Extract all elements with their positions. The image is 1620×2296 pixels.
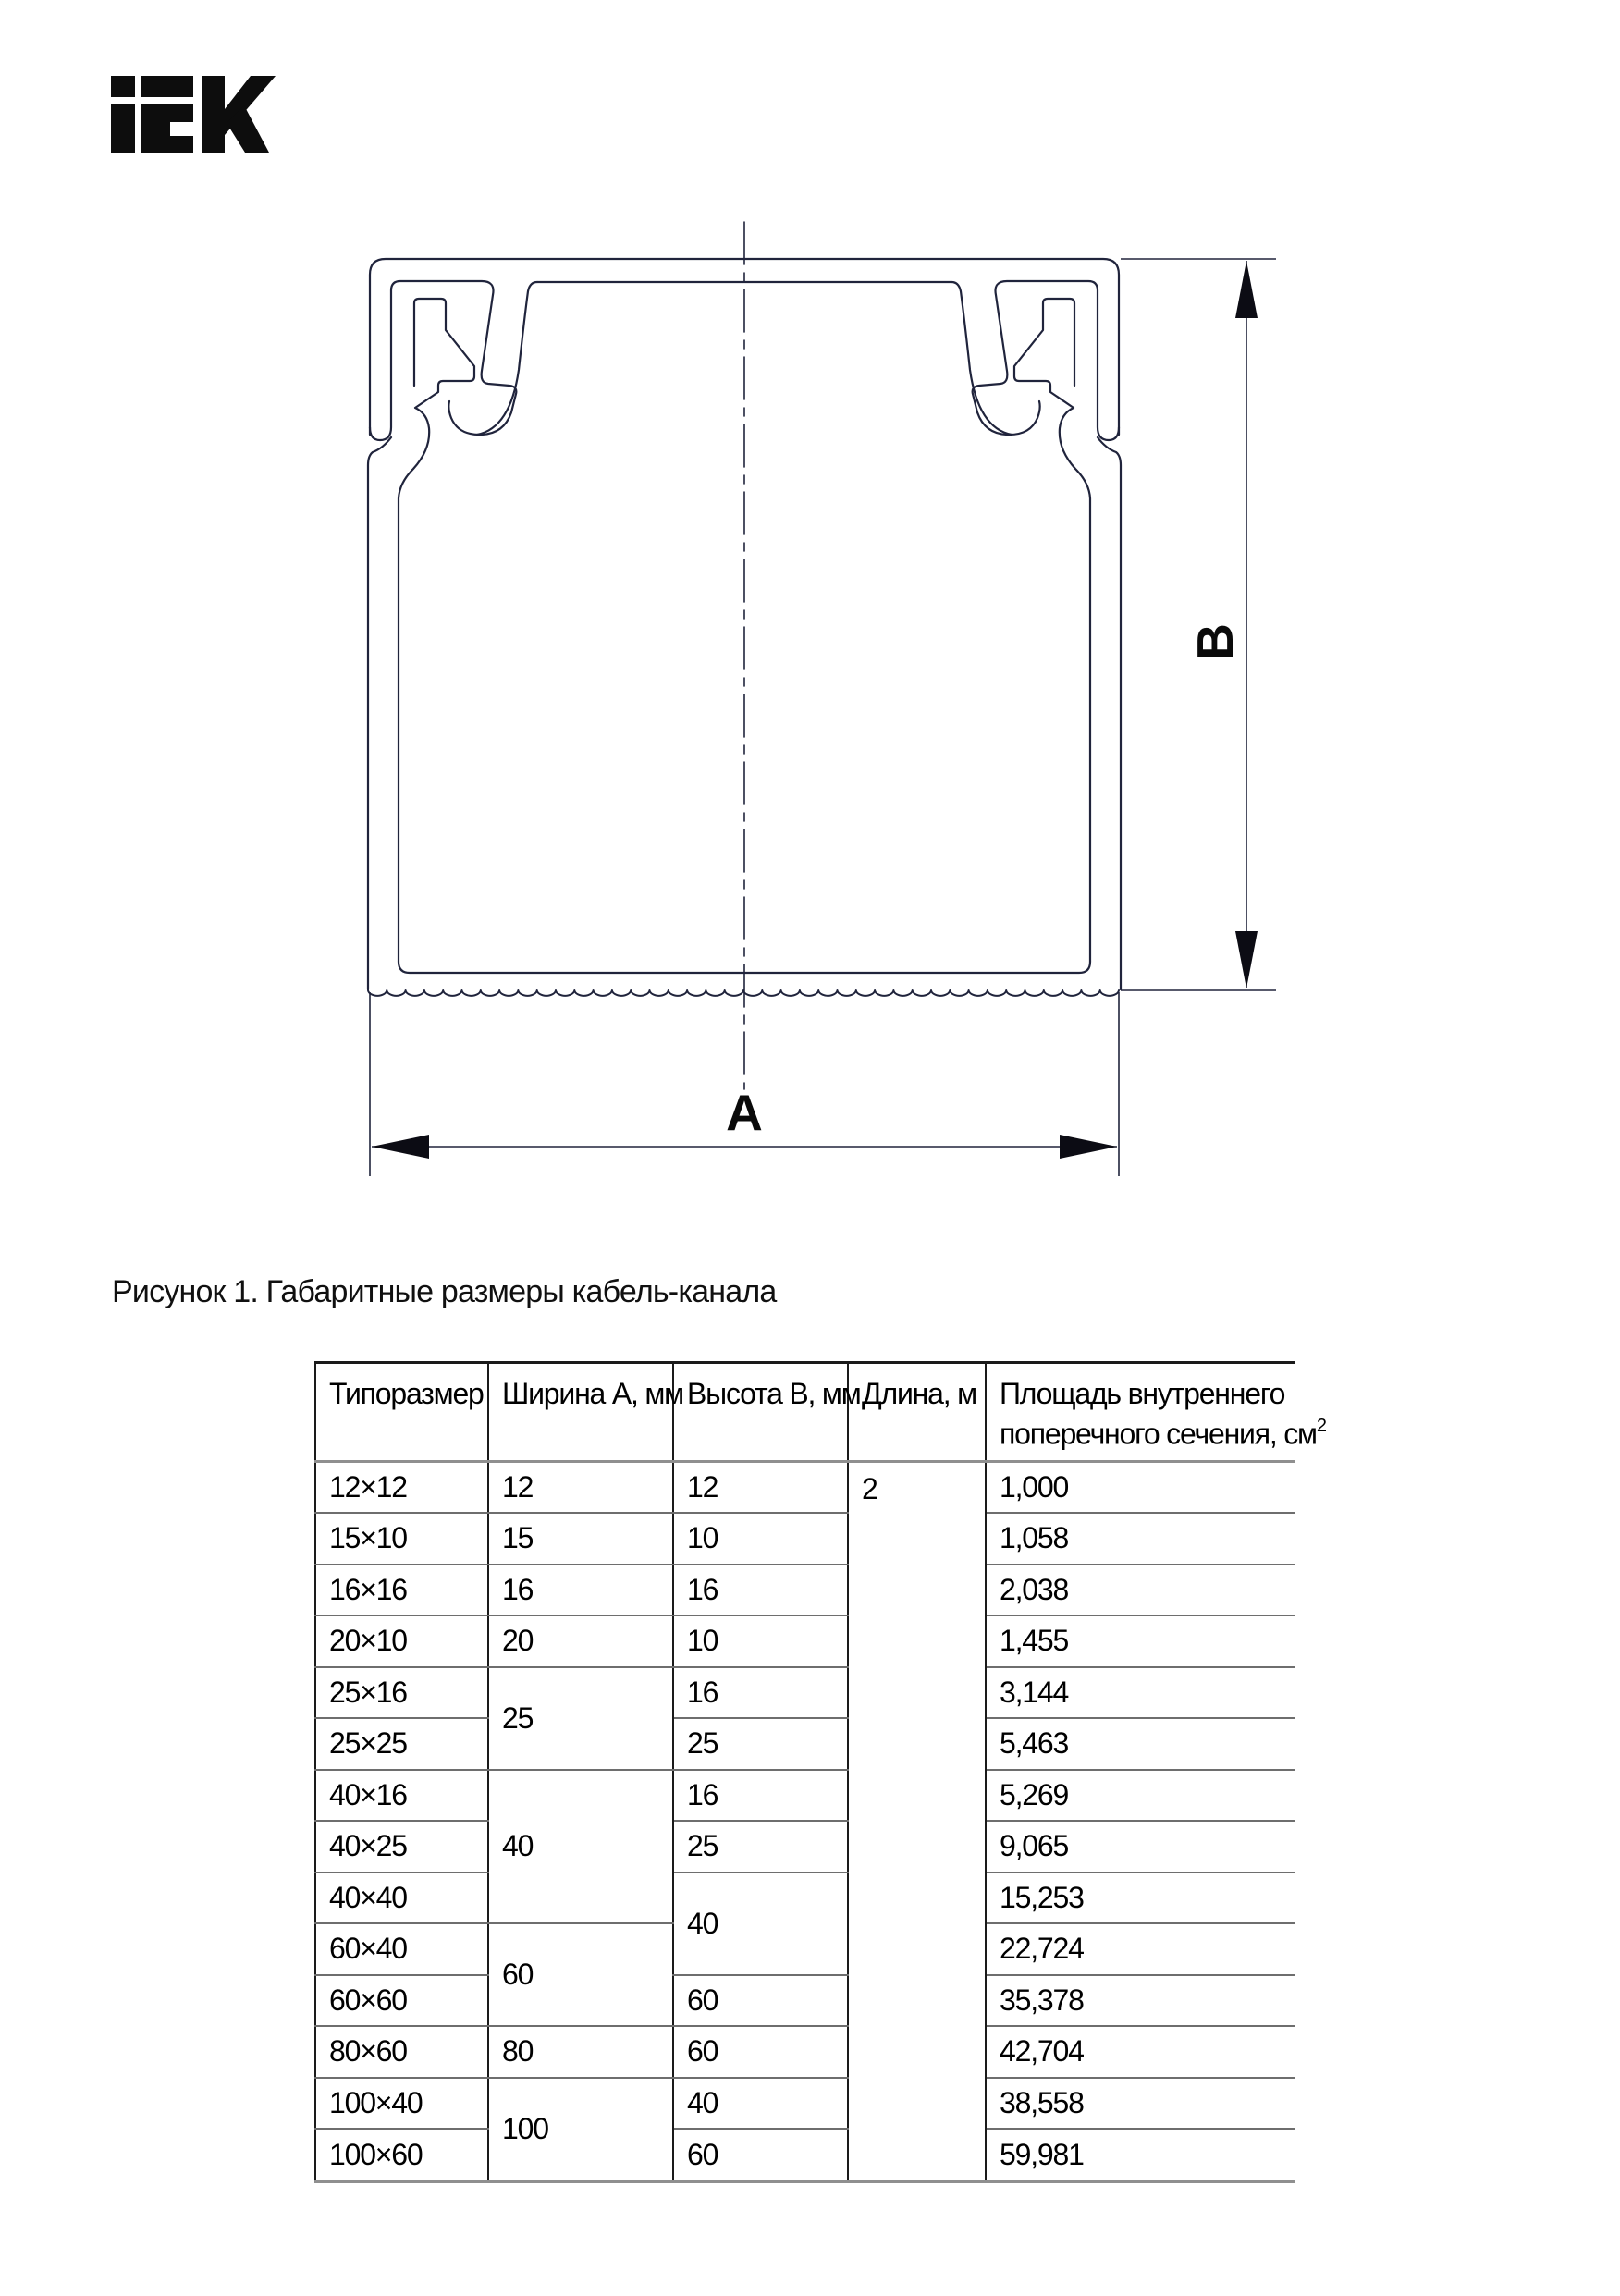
cell-area: 59,981 <box>1000 2137 1084 2171</box>
cell-size: 40×25 <box>315 1821 488 1872</box>
channel-profile <box>368 222 1121 1089</box>
cell-length: 2 <box>848 1462 986 2180</box>
cell-height: 40 <box>673 1872 848 1975</box>
cell-size: 100×60 <box>315 2129 488 2180</box>
cell-size: 15×10 <box>315 1513 488 1565</box>
iek-logo <box>111 76 276 153</box>
cell-height: 10 <box>673 1513 848 1565</box>
cell-area: 2,038 <box>986 1565 1295 1616</box>
cell-area: 38,558 <box>986 2078 1295 2130</box>
cell-height: 25 <box>673 1718 848 1770</box>
dimension-a <box>370 992 1119 1176</box>
profile-outer <box>370 259 1119 435</box>
sizes-table-wrap <box>314 1361 1327 2183</box>
latch-detail-left <box>368 281 537 989</box>
latch-detail-right <box>951 281 1121 989</box>
table-row <box>315 1718 1295 1770</box>
arrowhead-bottom <box>1235 931 1258 988</box>
cell-height: 40 <box>673 2078 848 2130</box>
table-row <box>315 1821 1295 1872</box>
cell-height: 25 <box>673 1821 848 1872</box>
cell-height: 60 <box>673 2129 848 2180</box>
cell-height: 16 <box>673 1667 848 1719</box>
area-header-line2: поперечного сечения, см <box>1000 1417 1317 1451</box>
table-row <box>315 2026 1295 2078</box>
cell-area: 5,463 <box>986 1718 1295 1770</box>
profile-inner-bottom <box>399 962 1090 973</box>
cell-size: 60×40 <box>315 1923 488 1975</box>
table-row <box>315 1975 1295 2027</box>
cell-size: 40×16 <box>315 1770 488 1822</box>
cell-size: 12×12 <box>315 1462 488 1514</box>
table-row <box>315 2078 1295 2130</box>
cell-width: 100 <box>488 2078 673 2180</box>
area-header-sup: 2 <box>1316 1416 1327 1436</box>
cell-area: 35,378 <box>986 1975 1295 2027</box>
cell-width: 15 <box>488 1513 673 1565</box>
cell-width: 60 <box>488 1923 673 2026</box>
column-header-width: Ширина А, мм <box>488 1363 673 1462</box>
cell-width: 12 <box>488 1462 673 1514</box>
header-row <box>315 1363 1295 1462</box>
cell-height: 60 <box>673 1975 848 2027</box>
cell-size: 40×40 <box>315 1872 488 1924</box>
arrowhead-top <box>1235 261 1258 318</box>
cell-height: 10 <box>673 1615 848 1667</box>
cell-area: 22,724 <box>986 1923 1295 1975</box>
cell-area: 1,455 <box>986 1615 1295 1667</box>
cell-area: 5,269 <box>986 1770 1295 1822</box>
figure-caption: Рисунок 1. Габаритные размеры кабель-канала <box>112 1274 777 1309</box>
table-row <box>315 1513 1295 1565</box>
column-header-height: Высота В, мм <box>673 1363 848 1462</box>
cell-size: 20×10 <box>315 1615 488 1667</box>
table-row <box>315 1872 1295 1924</box>
table-row <box>315 2129 1295 2180</box>
column-header-length: Длина, м <box>848 1363 986 1462</box>
cell-area: 15,253 <box>986 1872 1295 1924</box>
cell-width: 20 <box>488 1615 673 1667</box>
cell-size: 80×60 <box>315 2026 488 2078</box>
cell-width: 40 <box>488 1770 673 1924</box>
cell-size: 16×16 <box>315 1565 488 1616</box>
table-row <box>315 1565 1295 1616</box>
cell-size: 25×25 <box>315 1718 488 1770</box>
cell-size: 60×60 <box>315 1975 488 2027</box>
cell-area: 9,065 <box>986 1821 1295 1872</box>
cell-size: 25×16 <box>315 1667 488 1719</box>
cell-width: 16 <box>488 1565 673 1616</box>
table-row <box>315 1615 1295 1667</box>
cell-height: 16 <box>673 1565 848 1616</box>
cell-height: 60 <box>673 2026 848 2078</box>
cell-area: 42,704 <box>986 2026 1295 2078</box>
arrowhead-left <box>372 1135 429 1159</box>
cell-area: 3,144 <box>986 1667 1295 1719</box>
cell-width: 80 <box>488 2026 673 2078</box>
cell-width: 25 <box>488 1667 673 1770</box>
table-row <box>315 1667 1295 1719</box>
serrated-bottom-edge <box>368 990 1119 996</box>
table-row <box>315 1770 1295 1822</box>
dim-label-b: B <box>1186 623 1244 660</box>
column-header-area <box>986 1363 1327 1462</box>
area-header-line1: Площадь внутреннего <box>1000 1377 1285 1410</box>
cell-height: 12 <box>673 1462 848 1514</box>
sizes-table <box>314 1361 1327 2180</box>
table-row <box>315 1462 1295 1514</box>
cell-area: 1,000 <box>986 1462 1295 1514</box>
dim-label-a: A <box>726 1084 763 1141</box>
column-header-size: Типоразмер <box>315 1363 488 1462</box>
cell-size: 100×40 <box>315 2078 488 2130</box>
cell-height: 16 <box>673 1770 848 1822</box>
arrowhead-right <box>1060 1135 1117 1159</box>
cell-area: 1,058 <box>986 1513 1295 1565</box>
dimension-b <box>1121 259 1276 990</box>
